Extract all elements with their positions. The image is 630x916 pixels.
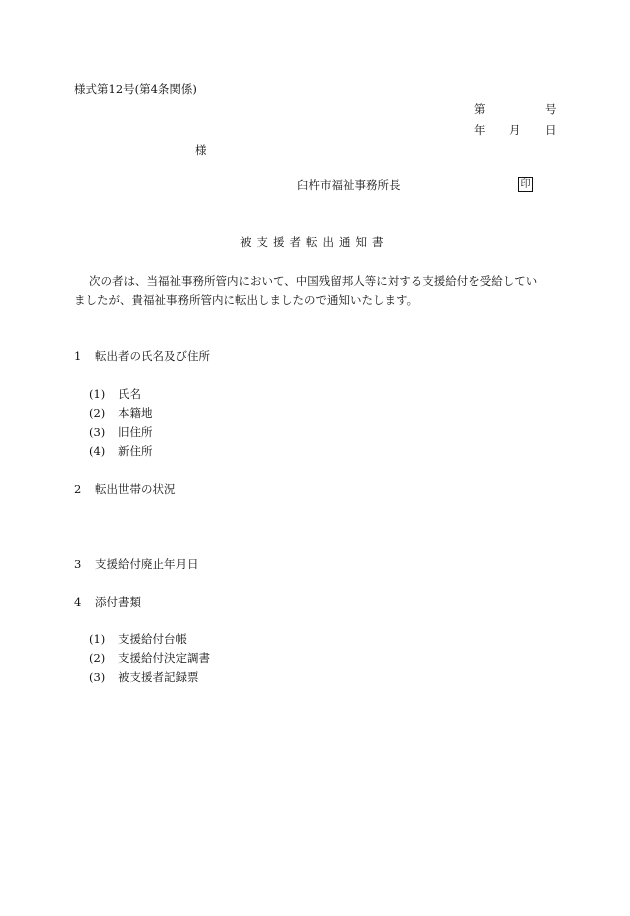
section-label: 添付書類 [95,595,141,609]
item-label: 支援給付台帳 [118,632,187,646]
section-number: 3 [74,557,82,571]
list-item [89,670,199,685]
date-year-label: 年 [474,123,486,137]
list-item [89,387,141,402]
item-number: (3) [89,425,106,439]
form-number: 様式第12号(第4条関係) [74,82,197,96]
section-heading [74,595,141,610]
item-number: (1) [89,387,106,401]
section-number: 4 [74,595,82,609]
section-label: 転出世帯の状況 [95,482,176,496]
document-number-suffix: 号 [545,102,557,116]
date-day-label: 日 [545,123,557,137]
item-number: (2) [89,651,106,665]
section-heading [74,557,199,572]
item-label: 旧住所 [118,425,153,439]
item-number: (2) [89,406,106,420]
list-item [89,406,153,421]
sender-name: 臼杵市福祉事務所長 [297,178,401,192]
section-label: 転出者の氏名及び住所 [95,349,210,363]
list-item [89,632,187,647]
item-label: 新住所 [118,444,153,458]
recipient-honorific: 様 [195,143,207,157]
item-number: (3) [89,670,106,684]
section-number: 2 [74,482,82,496]
document-number-prefix: 第 [474,102,486,116]
section-heading [74,349,210,364]
date-month-label: 月 [509,123,521,137]
body-text-line-1: 次の者は、当福祉事務所管内において、中国残留邦人等に対する支援給付を受給してい [89,274,538,288]
section-heading [74,482,176,497]
item-number: (1) [89,632,106,646]
item-number: (4) [89,444,106,458]
document-title: 被支援者転出通知書 [240,235,389,249]
item-label: 本籍地 [118,406,153,420]
item-label: 氏名 [118,387,141,401]
section-number: 1 [74,349,82,363]
list-item [89,425,153,440]
list-item [89,444,153,459]
item-label: 支援給付決定調書 [118,651,210,665]
list-item [89,651,210,666]
seal-mark: 印 [518,177,533,192]
body-text-line-2: ましたが、貴福祉事務所管内に転出しましたので通知いたします。 [74,293,419,307]
item-label: 被支援者記録票 [118,670,199,684]
section-label: 支援給付廃止年月日 [95,557,199,571]
